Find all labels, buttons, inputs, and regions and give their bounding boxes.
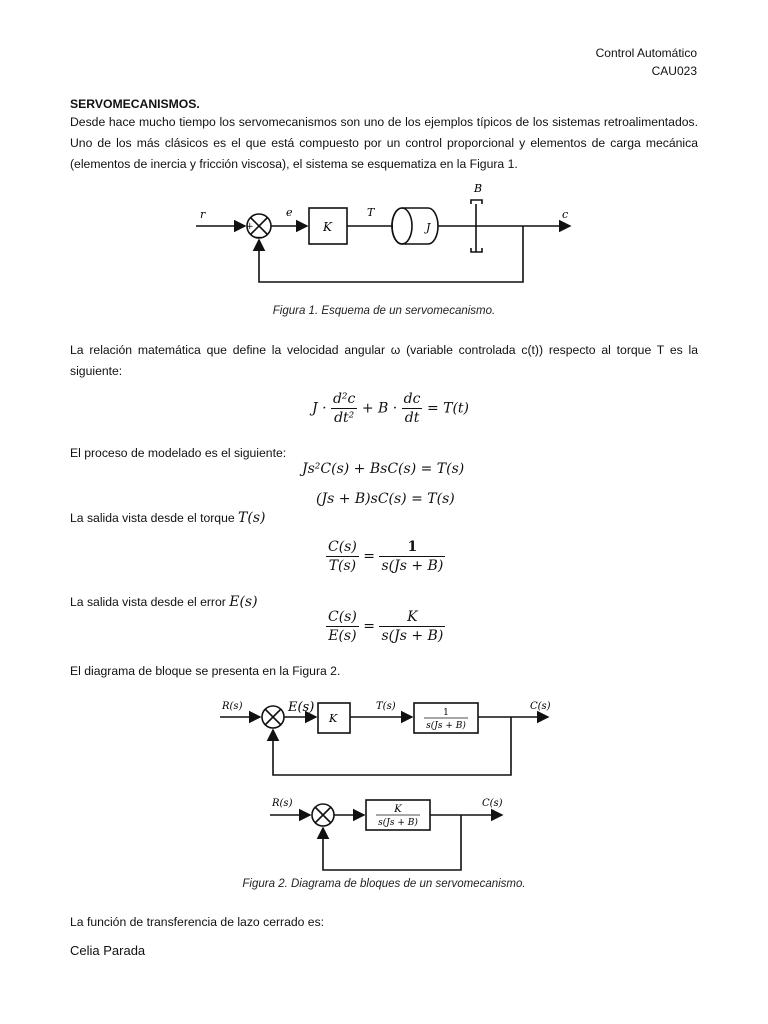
fig1-label-j: J — [426, 221, 431, 234]
eq1-den1: dt² — [334, 410, 355, 426]
figure2-top-diagram — [218, 695, 558, 785]
figure1-caption: Figura 1. Esquema de un servomecanismo. — [272, 305, 496, 317]
eq1-rhs: = T(t) — [426, 400, 470, 417]
eq5-den2: s(Js + B) — [381, 628, 444, 644]
eq5-num2: K — [379, 608, 445, 627]
error-text: La salida vista desde el error — [70, 595, 226, 609]
author-name: Celia Parada — [70, 943, 146, 958]
equation-motion — [312, 390, 469, 427]
error-symbol: E(s) — [229, 594, 258, 610]
figure2-caption: Figura 2. Diagrama de bloques de un servomecanismo. — [242, 878, 526, 890]
fig2-bottom-den: s(Js + B) — [378, 818, 418, 828]
equation-tf-torque — [326, 538, 445, 575]
fig2-bottom-r: R(s) — [272, 798, 293, 809]
torque-paragraph — [70, 508, 698, 529]
fig1-label-c: c — [562, 208, 569, 221]
fig2-top-c: C(s) — [530, 701, 551, 712]
intro-paragraph: Desde hace mucho tiempo los servomecanismos son uno de los ejemplos típicos de los sistemas retroalimentados. Uno de los más clásicos es el que está compuesto por un control proporcional y elementos de carga mecánica (elementos de inercia y fricción viscosa), el sistema se esquematiza en la Figura 1. — [70, 115, 698, 171]
eq1-den2: dt — [404, 410, 420, 426]
eq1-num1: d²c — [332, 391, 356, 407]
fig1-minus-sign: − — [255, 233, 263, 243]
eq4-num: C(s) — [328, 539, 357, 555]
torque-text: La salida vista desde el torque — [70, 511, 235, 525]
fig1-label-t: T — [367, 206, 375, 219]
header-course: Control Automático — [595, 46, 697, 60]
eq5-eq: = — [363, 618, 376, 635]
eq4-num2: 1 — [379, 538, 445, 557]
section-title: SERVOMECANISMOS. — [70, 97, 200, 111]
figure2-bottom-diagram — [268, 793, 508, 875]
eq5-den: E(s) — [328, 628, 357, 644]
block-paragraph: El diagrama de bloque se presenta en la Figura 2. — [70, 664, 341, 678]
equation-factored: (Js + B)sC(s) = T(s) — [316, 491, 455, 507]
figure1-diagram — [190, 180, 590, 295]
modeling-paragraph: El proceso de modelado es el siguiente: — [70, 446, 287, 460]
closing-paragraph: La función de transferencia de lazo cerrado es: — [70, 915, 325, 929]
fig2-top-t: T(s) — [376, 701, 396, 712]
eq5-num: C(s) — [328, 609, 357, 625]
fig1-label-r: r — [200, 208, 206, 221]
eq1-j: J · — [312, 400, 327, 417]
eq4-den: T(s) — [328, 558, 357, 574]
fig2-top-den: s(Js + B) — [426, 721, 466, 731]
eq4-den2: s(Js + B) — [381, 558, 444, 574]
fig2-top-e: E(s) — [288, 700, 315, 715]
eq1-mid: + B · — [361, 400, 398, 417]
fig1-label-k: K — [323, 220, 332, 234]
fig1-label-b: B — [474, 182, 483, 195]
fig1-label-e: e — [286, 206, 293, 219]
fig2-top-r: R(s) — [222, 701, 243, 712]
eq4-eq: = — [363, 548, 376, 565]
equation-laplace: Js²C(s) + BsC(s) = T(s) — [302, 461, 465, 477]
fig2-top-k: K — [329, 712, 338, 725]
torque-symbol: T(s) — [238, 510, 266, 526]
equation-tf-error — [326, 608, 445, 645]
fig2-bottom-num: K — [394, 804, 402, 815]
fig1-plus-sign: + — [246, 222, 254, 232]
eq1-num2: dc — [403, 391, 421, 407]
fig2-bottom-c: C(s) — [482, 798, 503, 809]
fig2-top-num: 1 — [443, 708, 449, 718]
header-code: CAU023 — [651, 64, 697, 78]
relation-paragraph: La relación matemática que define la velocidad angular ω (variable controlada c(t)) respecto al torque T es la siguiente: — [70, 343, 698, 378]
